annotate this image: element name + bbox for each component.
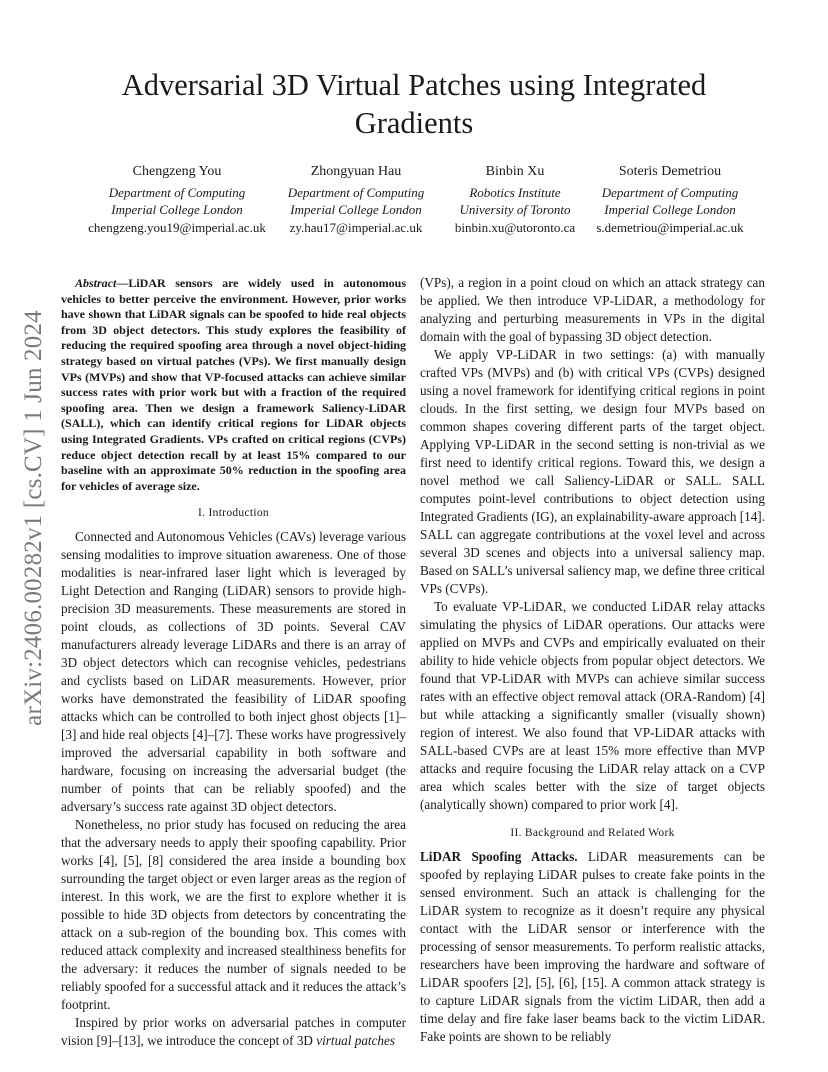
run-in-heading: LiDAR Spoofing Attacks.	[420, 849, 578, 864]
section-heading-introduction: I. Introduction	[198, 507, 269, 520]
paper-title: Adversarial 3D Virtual Patches using Integrated Gradients	[121, 68, 707, 140]
author-department: Department of Computing	[108, 184, 246, 200]
author-email: chengzeng.you19@imperial.ac.uk	[88, 219, 266, 235]
author-block	[78, 163, 276, 236]
author-department: Department of Computing	[601, 184, 739, 200]
paragraph: Connected and Autonomous Vehicles (CAVs) leverage various sensing modalities to improve situation awareness. One of those modalities is near-infrared laser light which is leveraged by Light Detection and Ranging (LiDAR) sensors to provide high-precision 3D measurements. These measurements are stored in point clouds, as collections of 3D points. Several CAV manufacturers already leverage LiDARs and there is an array of 3D object detectors which can recognise vehicles, pedestrians and cyclists based on LiDAR measurements. However, prior works have demonstrated the feasibility of LiDAR spoofing attacks which can be controlled to both inject ghost objects [1]–[3] and hide real objects [4]–[7]. These works have progressively improved the adversarial capability in both software and hardware, focusing on increasing the adversarial budget (the number of points that can be reliably spoofed) and the adversary’s success rate against 3D object detectors.	[61, 529, 406, 815]
right-column	[420, 274, 765, 1046]
author-block	[280, 163, 432, 236]
author-department: Department of Computing	[287, 184, 425, 200]
left-column	[61, 276, 406, 1050]
author-block	[446, 163, 584, 236]
author-institution: Imperial College London	[604, 202, 736, 217]
author-name: Zhongyuan Hau	[310, 164, 402, 179]
paragraph	[61, 1014, 406, 1050]
author-email: binbin.xu@utoronto.ca	[454, 219, 576, 235]
paragraph: (VPs), a region in a point cloud on which an attack strategy can be applied. We then introduce VP-LiDAR, a methodology for analyzing and perturbing measurements in VPs in the digital domain with the goal of bypassing 3D object detection.	[420, 275, 765, 344]
paragraph: We apply VP-LiDAR in two settings: (a) with manually crafted VPs (MVPs) and (b) with critical VPs (CVPs) designed using a novel framework for identifying critical regions in point clouds. In the first setting, we design four MVPs based on common shapes covering different parts of the target object. Applying VP-LiDAR in the second setting is non-trivial as we first need to identify critical regions. Toward this, we design a novel method we call Saliency-LiDAR or SALL. SALL computes point-level contributions to object detection using Integrated Gradients (IG), an explainability-aware approach [14]. SALL can aggregate contributions at the voxel level and across several 3D scenes and objects into a universal saliency map. Based on SALL’s universal saliency map, we define three critical VPs (CVPs).	[420, 347, 765, 596]
author-name: Soteris Demetriou	[618, 164, 722, 179]
author-institution: University of Toronto	[459, 202, 571, 217]
abstract-text: —LiDAR sensors are widely used in autonomous vehicles to better perceive the environment. However, prior works have shown that LiDAR signals can be spoofed to hide real objects from 3D object detectors. This study explores the feasibility of reducing the required spoofing area through a novel object-hiding strategy based on virtual patches (VPs). We first manually design VPs (MVPs) and show that VP-focused attacks can achieve similar success rates with prior work but with a fraction of the required spoofing area. Then we design a framework Saliency-LiDAR (SALL), which can identify critical regions for LiDAR objects using Integrated Gradients. VPs crafted on critical regions (CVPs) reduce object detection recall by at least 15% compared to our baseline with an approximate 50% reduction in the spoofing area for vehicles of average size.	[61, 276, 406, 493]
emphasis-term: virtual patches	[316, 1033, 396, 1049]
paragraph-text: Inspired by prior works on adversarial patches in computer vision [9]–[13], we introduce the concept of 3D	[61, 1015, 406, 1049]
author-institution: Imperial College London	[290, 202, 422, 217]
author-name: Chengzeng You	[132, 164, 222, 179]
arxiv-identifier	[18, 288, 50, 748]
paragraph: To evaluate VP-LiDAR, we conducted LiDAR relay attacks simulating the physics of LiDAR operations. Our attacks were applied on MVPs and CVPs and empirically evaluated on their ability to hide vehicle objects from popular object detectors. We found that VP-LiDAR with MVPs can achieve similar success rates with an effective object removal attack (ORA-Random) [4] but while attacking a significantly smaller (visually shown) region of interest. We also found that VP-LiDAR attacks with SALL-based CVPs are at least 15% more effective than MVP attacks and require focusing the LiDAR relay attack on a CVP area which scales better with the size of target objects (analytically shown) compared to prior work [4].	[420, 599, 765, 812]
author-institution: Imperial College London	[111, 202, 243, 217]
abstract	[61, 276, 406, 494]
author-block	[588, 163, 752, 236]
abstract-label: Abstract	[75, 276, 117, 290]
author-name: Binbin Xu	[485, 164, 545, 179]
author-department: Robotics Institute	[469, 184, 561, 200]
section-heading-background: II. Background and Related Work	[510, 827, 675, 839]
author-email: s.demetriou@imperial.ac.uk	[596, 219, 744, 235]
paragraph-text: LiDAR measurements can be spoofed by replaying LiDAR pulses to create fake points in the sensed environment. Such an attack is challenging for the LiDAR system to recognize as it doesn’t require any physical contact with the LiDAR sensor or interference with the processing of sensor measurements. To perform realistic attacks, researchers have been improving the hardware and software of LiDAR spoofers [2], [5], [6], [15]. A common attack strategy is to capture LiDAR signals from the victim LiDAR, then add a time delay and fire fake laser beams back to the victim LiDAR. Fake points are shown to be reliably	[420, 849, 765, 1044]
paragraph	[420, 848, 765, 1046]
author-email: zy.hau17@imperial.ac.uk	[289, 219, 423, 235]
paragraph: Nonetheless, no prior study has focused on reducing the area that the adversary needs to apply their spoofing capability. Prior works [4], [5], [8] considered the area inside a bounding box surrounding the target object or even larger areas as the region of interest. In this work, we are the first to explore whether it is possible to hide 3D objects from detectors by concentrating the attack on a sub-region of the bounding box. This comes with reduced attack complexity and increased stealthiness benefits for the adversary: it reduces the number of signals needed to be reliably spoofed for a successful attack and it reduces the attack’s footprint.	[61, 817, 406, 1013]
arxiv-identifier-text: arXiv:2406.00282v1 [cs.CV] 1 Jun 2024	[20, 310, 47, 726]
